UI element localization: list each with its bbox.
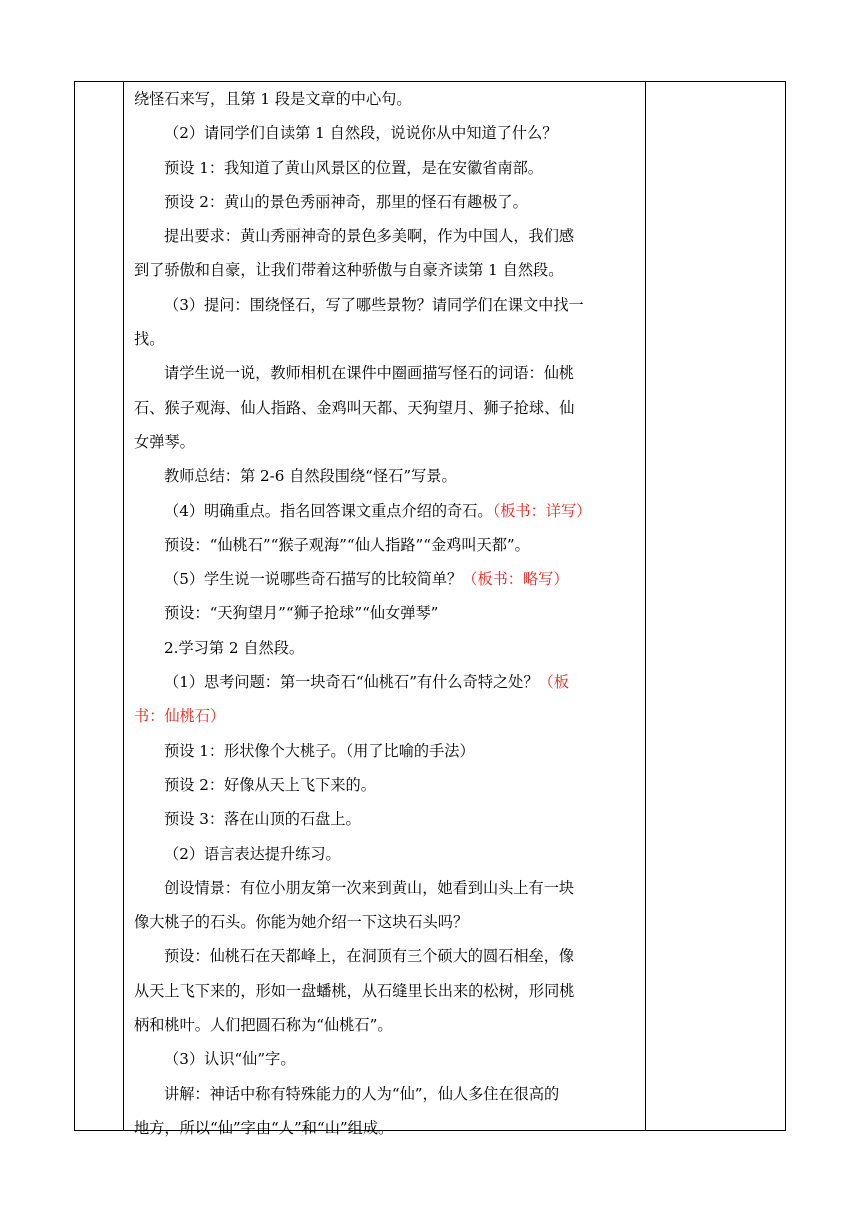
text-line [134,1111,638,1145]
lesson-content-cell [124,82,646,1145]
text-segment: 创设情景：有位小朋友第一次来到黄山，她看到山头上有一块 [164,878,575,897]
text-segment: 提出要求：黄山秀丽神奇的景色多美啊，作为中国人，我们感 [164,227,575,246]
text-line [134,768,638,802]
text-segment: 预设：“仙桃石”“猴子观海”“仙人指路”“金鸡叫天都”。 [164,535,530,554]
text-line [134,116,638,150]
text-line [134,905,638,939]
text-segment: 预设：仙桃石在天都峰上，在洞顶有三个硕大的圆石相垒，像 [164,947,575,966]
text-segment: 石、猴子观海、仙人指路、金鸡叫天都、天狗望月、狮子抢球、仙 [134,398,575,417]
text-segment: 请学生说一说，教师相机在课件中圈画描写怪石的词语：仙桃 [164,364,575,383]
text-segment: 教师总结：第 2-6 自然段围绕“怪石”写景。 [164,467,457,486]
text-segment: （2）语言表达提升练习。 [164,844,341,863]
text-line [134,562,638,596]
text-line [134,528,638,562]
text-segment: 预设 2：黄山的景色秀丽神奇，那里的怪石有趣极了。 [164,192,528,211]
text-line [134,802,638,836]
text-segment: 到了骄傲和自豪，让我们带着这种骄傲与自豪齐读第 1 自然段。 [134,261,564,280]
text-line [134,151,638,185]
text-line [134,425,638,459]
text-line [134,219,638,253]
text-line [134,1042,638,1076]
text-segment: 预设 2：好像从天上飞下来的。 [164,775,376,794]
text-line [134,699,638,733]
blackboard-note: 书：仙桃石） [134,707,226,726]
text-line [134,974,638,1008]
text-segment: 预设 3：落在山顶的石盘上。 [164,810,361,829]
text-line [134,1077,638,1111]
text-line [134,253,638,287]
text-line [134,596,638,630]
text-segment: 预设 1：我知道了黄山风景区的位置，是在安徽省南部。 [164,158,543,177]
text-segment: 预设：“天狗望月”“狮子抢球”“仙女弹琴” [164,604,439,623]
text-line [134,871,638,905]
text-segment: 找。 [134,330,165,349]
text-line [134,322,638,356]
text-segment: （5）学生说一说哪些奇石描写的比较简单？ [164,570,463,589]
text-line [134,82,638,116]
text-segment: 从天上飞下来的，形如一盘蟠桃，从石缝里长出来的松树，形同桃 [134,981,575,1000]
text-segment: 地方，所以“仙”字由“人”和“山”组成。 [134,1118,394,1137]
text-line [134,391,638,425]
blackboard-note: （板 [538,673,569,692]
text-segment: （4）明确重点。指名回答课文重点介绍的奇石。 [164,501,493,520]
text-line [134,185,638,219]
text-line [134,459,638,493]
text-segment: 2.学习第 2 自然段。 [164,638,305,657]
lesson-plan-table [74,81,786,1137]
blackboard-note: （板书：详写） [492,501,592,520]
text-segment: 预设 1：形状像个大桃子。（用了比喻的手法） [164,741,475,760]
text-line [134,837,638,871]
text-line [134,631,638,665]
text-segment: （3）提问：围绕怪石，写了哪些景物？请同学们在课文中找一 [164,295,584,314]
blackboard-note: （板书：略写） [462,570,569,589]
text-line [134,734,638,768]
text-segment: （1）思考问题：第一块奇石“仙桃石”有什么奇特之处？ [164,673,539,692]
text-line [134,288,638,322]
text-segment: （2）请同学们自读第 1 自然段，说说你从中知道了什么？ [164,124,558,143]
text-line [134,939,638,973]
text-segment: 绕怪石来写，且第 1 段是文章的中心句。 [134,90,412,108]
text-segment: 讲解：神话中称有特殊能力的人为“仙”，仙人多住在很高的 [164,1084,560,1103]
text-line [134,665,638,699]
text-line [134,1008,638,1042]
text-line [134,356,638,390]
text-line [134,494,638,528]
text-segment: 柄和桃叶。人们把圆石称为“仙桃石”。 [134,1016,393,1035]
text-segment: 女弹琴。 [134,432,195,451]
text-segment: （3）认识“仙”字。 [164,1050,296,1069]
text-segment: 像大桃子的石头。你能为她介绍一下这块石头吗？ [134,913,469,932]
